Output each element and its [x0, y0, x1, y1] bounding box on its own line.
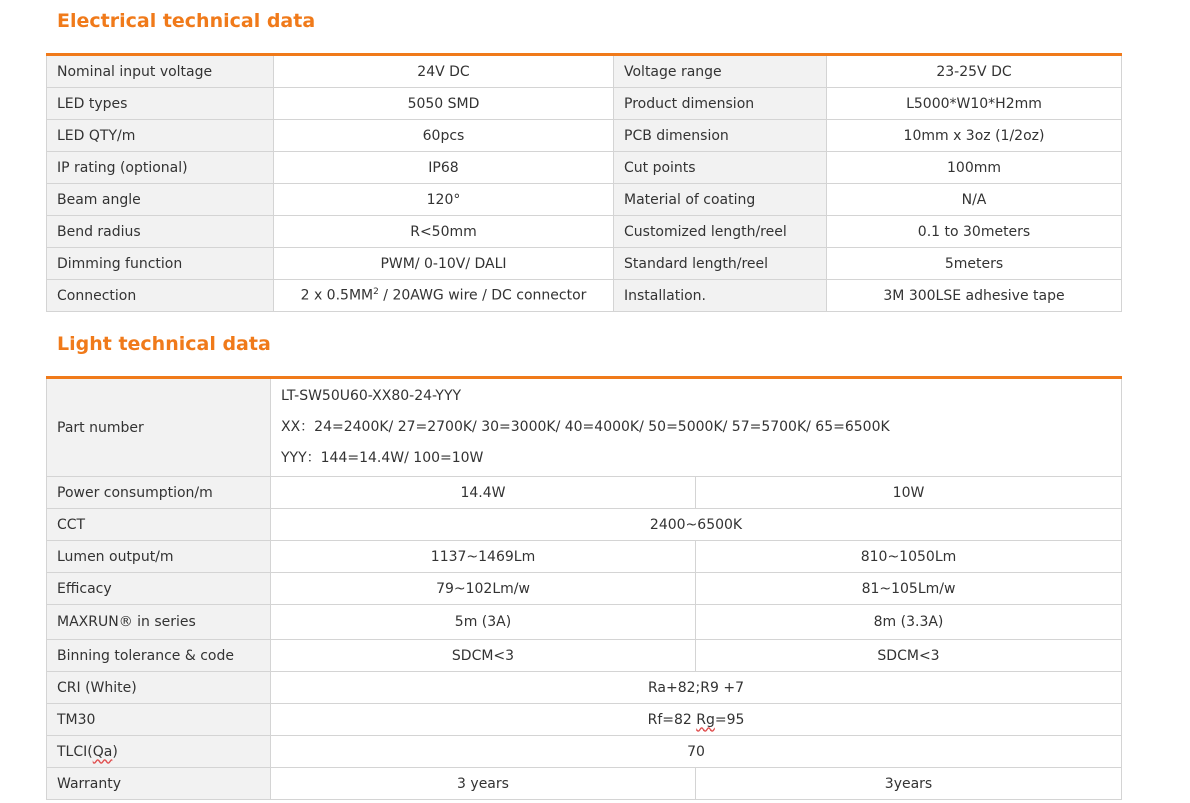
electrical-value: 60pcs	[274, 120, 614, 152]
electrical-row	[47, 216, 1122, 248]
electrical-value: 23-25V DC	[827, 55, 1122, 88]
power-row	[47, 477, 1122, 509]
cct-value: 2400~6500K	[271, 509, 1122, 541]
electrical-value: 100mm	[827, 152, 1122, 184]
electrical-label: PCB dimension	[614, 120, 827, 152]
maxrun-value-b: 8m (3.3A)	[696, 605, 1122, 640]
part-number-row	[47, 378, 1122, 477]
part-number-code: LT-SW50U60-XX80-24-YYY	[281, 388, 462, 404]
electrical-value: N/A	[827, 184, 1122, 216]
electrical-row	[47, 184, 1122, 216]
tm30-rg-key: Rg	[696, 711, 715, 728]
electrical-row	[47, 55, 1122, 88]
electrical-label: Voltage range	[614, 55, 827, 88]
electrical-value: 5meters	[827, 248, 1122, 280]
electrical-label: Bend radius	[47, 216, 274, 248]
cct-row	[47, 509, 1122, 541]
electrical-label: Customized length/reel	[614, 216, 827, 248]
part-number-label: Part number	[47, 378, 271, 477]
power-value-a: 14.4W	[271, 477, 696, 509]
electrical-value: 0.1 to 30meters	[827, 216, 1122, 248]
lumen-value-a: 1137~1469Lm	[271, 541, 696, 573]
electrical-label: LED types	[47, 88, 274, 120]
electrical-row	[47, 88, 1122, 120]
maxrun-row	[47, 605, 1122, 640]
electrical-label: Nominal input voltage	[47, 55, 274, 88]
electrical-label: Product dimension	[614, 88, 827, 120]
lumen-row	[47, 541, 1122, 573]
warranty-row	[47, 768, 1122, 800]
electrical-label: Connection	[47, 280, 274, 312]
electrical-value: IP68	[274, 152, 614, 184]
cri-row	[47, 672, 1122, 704]
part-number-power-codes: YYY：144=14.4W/ 100=10W	[281, 450, 484, 466]
power-label: Power consumption/m	[47, 477, 271, 509]
connection-wire-size: 2 x 0.5MM	[300, 287, 374, 304]
tm30-rf: Rf=82	[647, 711, 697, 728]
electrical-label: Beam angle	[47, 184, 274, 216]
tm30-label: TM30	[47, 704, 271, 736]
tm30-rg-value: =95	[714, 711, 745, 728]
tm30-row	[47, 704, 1122, 736]
electrical-section-title: Electrical technical data	[57, 10, 316, 32]
tlci-label	[47, 736, 271, 768]
electrical-label: IP rating (optional)	[47, 152, 274, 184]
maxrun-label: MAXRUN® in series	[47, 605, 271, 640]
lumen-label: Lumen output/m	[47, 541, 271, 573]
warranty-value-b: 3years	[696, 768, 1122, 800]
electrical-value: R<50mm	[274, 216, 614, 248]
tlci-row	[47, 736, 1122, 768]
power-value-b: 10W	[696, 477, 1122, 509]
binning-row	[47, 640, 1122, 672]
electrical-label: Dimming function	[47, 248, 274, 280]
tlci-label-prefix: TLCI(	[57, 743, 93, 760]
electrical-value: PWM/ 0-10V/ DALI	[274, 248, 614, 280]
electrical-label: Material of coating	[614, 184, 827, 216]
electrical-label: LED QTY/m	[47, 120, 274, 152]
efficacy-label: Efficacy	[47, 573, 271, 605]
maxrun-value-a: 5m (3A)	[271, 605, 696, 640]
connection-details: / 20AWG wire / DC connector	[383, 287, 587, 304]
binning-value-b: SDCM<3	[696, 640, 1122, 672]
electrical-value: 24V DC	[274, 55, 614, 88]
electrical-value: L5000*W10*H2mm	[827, 88, 1122, 120]
tm30-value	[271, 704, 1122, 736]
tlci-value: 70	[271, 736, 1122, 768]
efficacy-row	[47, 573, 1122, 605]
binning-label: Binning tolerance & code	[47, 640, 271, 672]
efficacy-value-a: 79~102Lm/w	[271, 573, 696, 605]
light-section-title: Light technical data	[57, 333, 271, 355]
electrical-value: 5050 SMD	[274, 88, 614, 120]
electrical-row	[47, 280, 1122, 312]
electrical-label: Cut points	[614, 152, 827, 184]
electrical-data-table	[46, 53, 1122, 312]
cri-label: CRI (White)	[47, 672, 271, 704]
warranty-value-a: 3 years	[271, 768, 696, 800]
electrical-value: 3M 300LSE adhesive tape	[827, 280, 1122, 312]
connection-superscript: 2	[373, 287, 379, 298]
electrical-row	[47, 152, 1122, 184]
tlci-label-suffix: )	[112, 743, 118, 760]
binning-value-a: SDCM<3	[271, 640, 696, 672]
warranty-label: Warranty	[47, 768, 271, 800]
efficacy-value-b: 81~105Lm/w	[696, 573, 1122, 605]
electrical-value	[274, 280, 614, 312]
electrical-label: Standard length/reel	[614, 248, 827, 280]
light-data-table	[46, 376, 1122, 800]
part-number-value	[271, 378, 1122, 477]
electrical-row	[47, 120, 1122, 152]
lumen-value-b: 810~1050Lm	[696, 541, 1122, 573]
cct-label: CCT	[47, 509, 271, 541]
electrical-value: 10mm x 3oz (1/2oz)	[827, 120, 1122, 152]
electrical-row	[47, 248, 1122, 280]
cri-value: Ra+82;R9 +7	[271, 672, 1122, 704]
part-number-cct-codes: XX：24=2400K/ 27=2700K/ 30=3000K/ 40=4000K/ 50=5000K/ 57=5700K/ 65=6500K	[281, 419, 890, 435]
electrical-label: Installation.	[614, 280, 827, 312]
electrical-value: 120°	[274, 184, 614, 216]
tlci-label-qa: Qa	[92, 743, 113, 760]
